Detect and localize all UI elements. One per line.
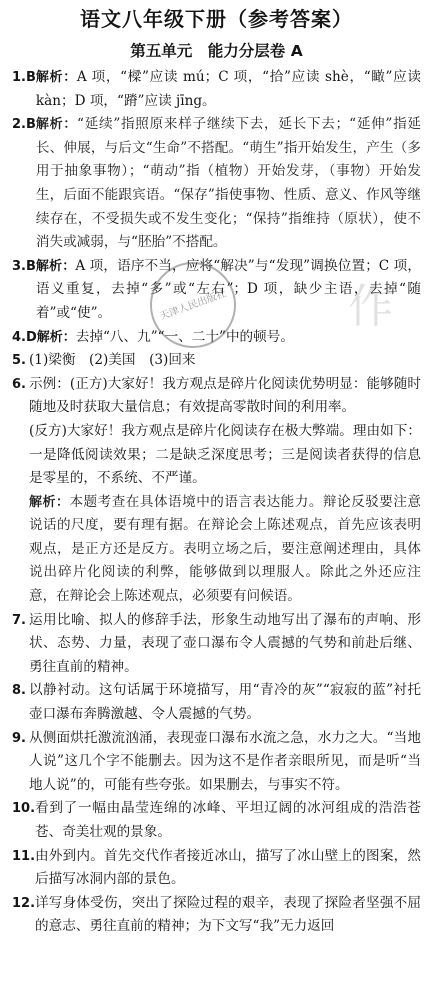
item-number: 6. — [12, 376, 26, 392]
item-text: “延续”指照原来样子继续下去，延长下去；“延伸”指延长、伸展，与后文“生命”不搭配。“萌生”指开始发生，产生（多用于抽象事物）；“萌动”指（植物）开始发芽，（事物）开始发生，后面不能跟宾语。“保存”指使事物、性质、意义、作风等继续存在，不受损失或不发生变化；“保持”指维持（原状），使不消失或减弱，与“胚胎”不搭配。 — [35, 116, 421, 251]
answer-item-5 — [12, 349, 421, 373]
item-number: 10. — [12, 801, 36, 817]
analysis-tag: 解析： — [36, 329, 76, 345]
item-number: 11. — [12, 848, 36, 864]
answer-item-4 — [12, 326, 421, 350]
item-text: 以静衬动。这句话属于环境描写，用“青冷的灰”“寂寂的蓝”衬托壶口瀑布奔腾激越、令人震撼的气势。 — [29, 682, 421, 723]
item-number: 12. — [12, 895, 36, 911]
watermark: 作 — [348, 279, 394, 333]
analysis-tag: 解析： — [35, 117, 78, 133]
answer-item-9 — [12, 727, 421, 798]
item-number: 9. — [12, 730, 26, 746]
answer-item-2 — [12, 113, 421, 255]
section-title: 第五单元 能力分层卷 A — [130, 42, 303, 60]
answer-item-1 — [12, 66, 421, 113]
item-text: 运用比喻、拟人的修辞手法，形象生动地写出了瀑布的声响、形状、态势、力量，表现了壶口瀑布令人震撼的气势和前赴后继、勇往直前的精神。 — [29, 611, 421, 675]
item-text: A 项，语序不当，应将“解决”与“发现”调换位置；C 项，语义重复，去掉“多”或“左右”；D 项，缺少主语，去掉“随着”或“使”。 — [35, 257, 421, 321]
item-text: 从侧面烘托激流汹涌，表现壶口瀑布水流之急，水力之大。“当地人说”这几个字不能删去。因为这不是作者亲眼所见，而是听“当地人说”的，可能有些夸张。如果删去，与事实不符。 — [29, 729, 421, 793]
analysis-tag: 解析： — [29, 494, 70, 510]
item-text: 由外到内。首先交代作者接近冰山，描写了冰山壁上的图案，然后描写冰洞内部的景色。 — [35, 847, 421, 888]
item-number: 3.B — [12, 258, 36, 274]
answer-item-6 — [12, 373, 421, 420]
page-title: 语文八年级下册（参考答案） — [80, 7, 353, 31]
item-text: 详写身体受伤，突出了探险过程的艰辛，表现了探险者坚强不屈的意志、勇往直前的精神；为下文写“我”无力返回 — [35, 894, 421, 935]
item-text: (1)梁衡 (2)美国 (3)回来 — [29, 352, 196, 369]
item-number: 2.B — [12, 117, 36, 133]
item-number: 7. — [12, 612, 26, 628]
answer-item-7 — [12, 609, 421, 680]
publisher-stamp: 天津人民出版社 — [138, 250, 248, 360]
item-text: 本题考查在具体语境中的语言表达能力。辩论反驳要注意说话的尺度，要有理有据。在辩论会上陈述观点，首先应该表明观点，是正方还是反方。表明立场之后，要注意阐述理由，具体说出碎片化阅读的利弊，能够做到以理服人。除此之外还应注意，在辩论会上陈述观点，必须要有问候语。 — [29, 493, 421, 605]
item-number: 4.D — [12, 329, 37, 345]
item-text: 示例：(正方)大家好！我方观点是碎片化阅读优势明显：能够随时随地及时获取大量信息；有效提高零散时间的利用率。 — [29, 375, 421, 416]
answer-item-3 — [12, 255, 421, 326]
answer-item-10 — [12, 797, 421, 844]
item-number: 8. — [12, 683, 26, 699]
item-text: 去掉“八、九”“一、二十”中的顿号。 — [75, 328, 294, 345]
item-text: 看到了一幅由晶莹连绵的冰峰、平坦辽阔的冰河组成的浩浩苍苍、奇美壮观的景象。 — [35, 800, 421, 840]
analysis-tag: 解析： — [35, 258, 76, 274]
item-text: A 项，“樑”应读 mú；C 项，“拾”应读 shè，“瞰”应读 kàn；D 项，“蹐”应读 jīng。 — [35, 69, 421, 109]
item-6-analysis — [12, 491, 421, 609]
item-6-opposing-view: (反方)大家好！我方观点是碎片化阅读存在极大弊端。理由如下：一是降低阅读效果；二是缺乏深度思考；三是阅读者获得的信息是零星的，不系统、不严谨。 — [29, 422, 421, 487]
answer-item-11 — [12, 845, 421, 892]
analysis-tag: 解析： — [35, 70, 77, 85]
item-number: 5. — [12, 353, 26, 369]
answer-item-8 — [12, 679, 421, 726]
answer-item-12 — [12, 892, 421, 939]
item-number: 1.B — [12, 70, 36, 85]
